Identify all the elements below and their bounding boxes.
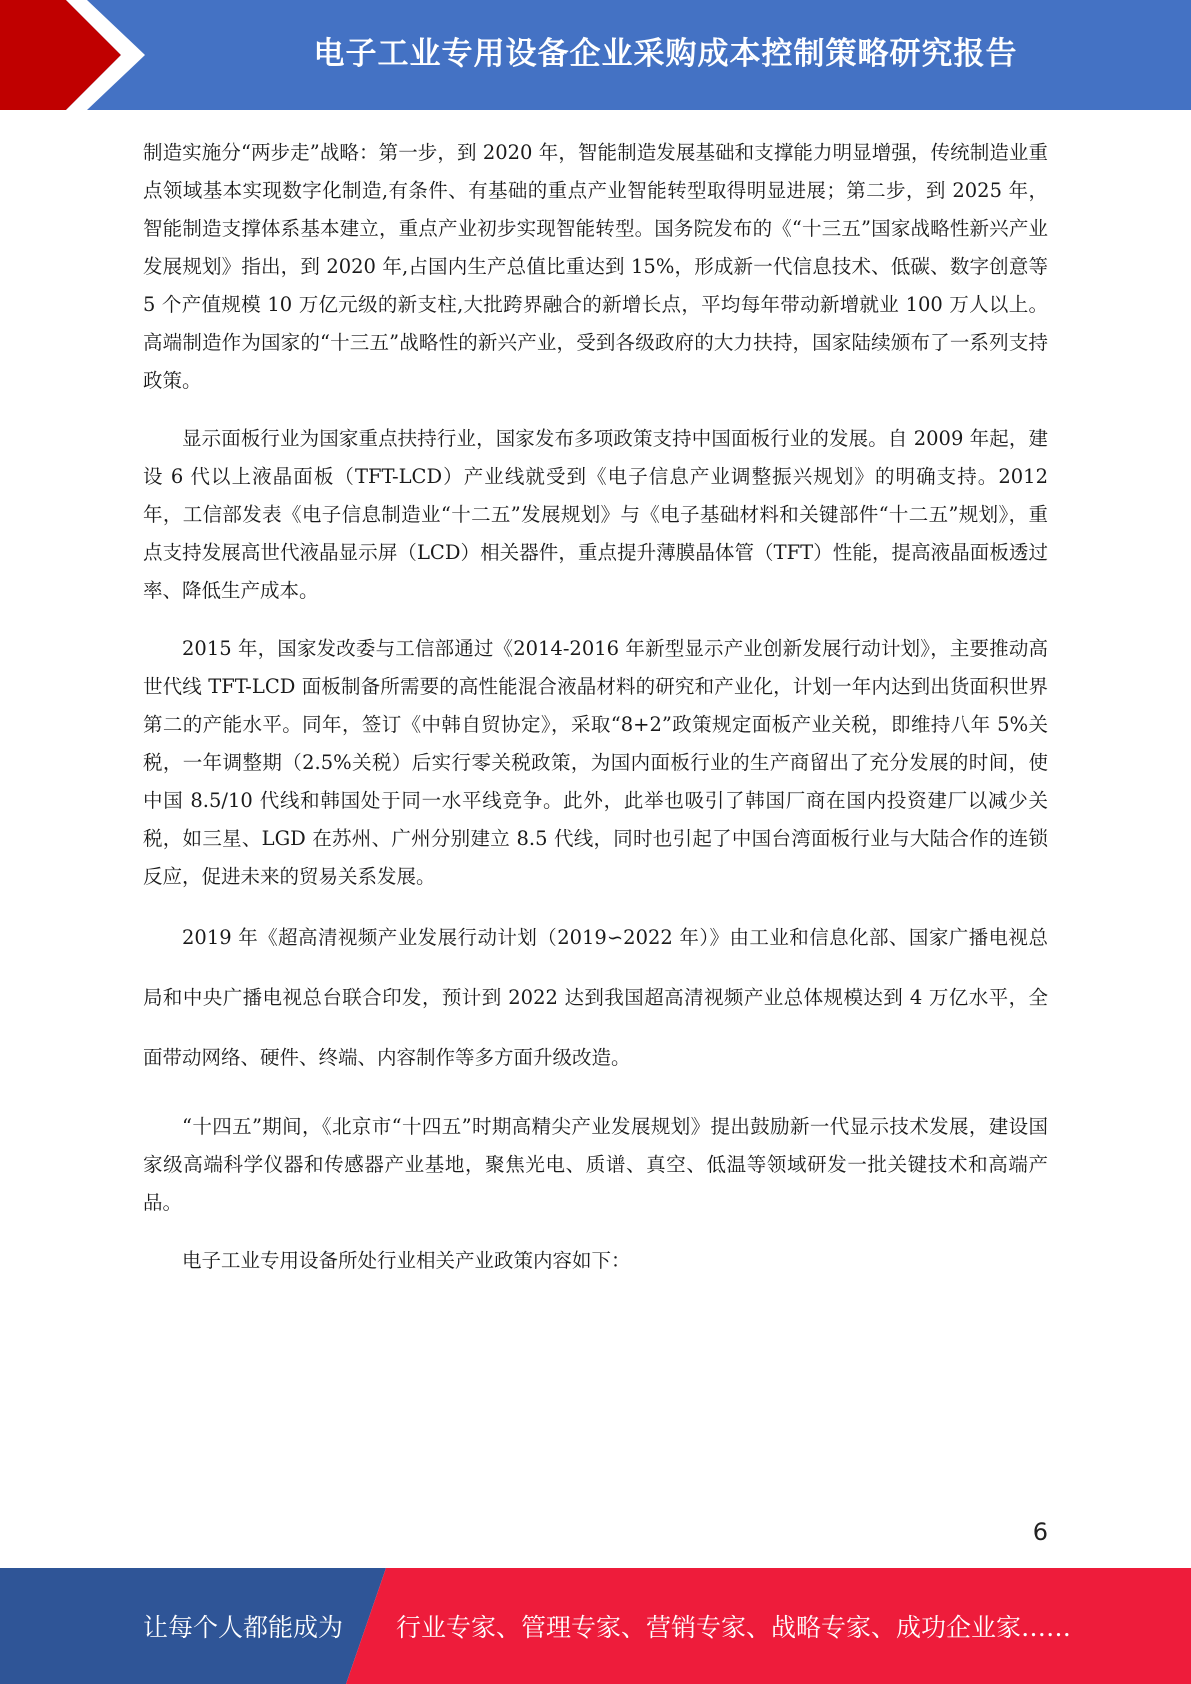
paragraph-1: 制造实施分“两步走”战略：第一步，到 2020 年，智能制造发展基础和支撑能力明显增强，传统制造业重点领域基本实现数字化制造,有条件、有基础的重点产业智能转型取得明显进展；第二步，到 2025 年，智能制造支撑体系基本建立，重点产业初步实现智能转型。国务院发布的《“十三五”国家战略性新兴产业发展规划》指出，到 2020 年,占国内生产总值比重达到 15%，形成新一代信息技术、低碳、数字创意等 5 个产值规模 10 万亿元级的新支柱,大批跨界融合的新增长点，平均每年带动新增就业 100 万人以上。高端制造作为国家的“十三五”战略性的新兴产业，受到各级政府的大力扶持，国家陆续颁布了一系列支持政策。 [143, 141, 1048, 392]
page-number: 6 [1032, 1518, 1048, 1546]
footer-slogan-left: 让每个人都能成为 [143, 1613, 344, 1642]
page-header [0, 0, 1191, 110]
paragraph-2: 显示面板行业为国家重点扶持行业，国家发布多项政策支持中国面板行业的发展。自 2009 年起，建设 6 代以上液晶面板（TFT-LCD）产业线就受到《电子信息产业调整振兴规划》的明确支持。2012 年，工信部发表《电子信息制造业“十二五”发展规划》与《电子基础材料和关键部件“十二五”规划》，重点支持发展高世代液晶显示屏（LCD）相关器件，重点提升薄膜晶体管（TFT）性能，提高液晶面板透过率、降低生产成本。 [143, 427, 1048, 602]
paragraph-3: 2015 年，国家发改委与工信部通过《2014-2016 年新型显示产业创新发展行动计划》，主要推动高世代线 TFT-LCD 面板制备所需要的高性能混合液晶材料的研究和产业化，计划一年内达到出货面积世界第二的产能水平。同年，签订《中韩自贸协定》，采取“8+2”政策规定面板产业关税，即维持八年 5%关税，一年调整期（2.5%关税）后实行零关税政策，为国内面板行业的生产商留出了充分发展的时间，使中国 8.5/10 代线和韩国处于同一水平线竞争。此外，此举也吸引了韩国厂商在国内投资建厂以减少关税，如三星、LGD 在苏州、广州分别建立 8.5 代线，同时也引起了中国台湾面板行业与大陆合作的连锁反应，促进未来的贸易关系发展。 [143, 637, 1048, 888]
document-body [143, 134, 1048, 1300]
header-arrow-icon [0, 0, 170, 110]
page-footer [0, 1568, 1191, 1684]
footer-slogan-right: 行业专家、管理专家、营销专家、战略专家、成功企业家…… [396, 1613, 1072, 1642]
report-title: 电子工业专用设备企业采购成本控制策略研究报告 [313, 35, 1018, 72]
paragraph-5: “十四五”期间，《北京市“十四五”时期高精尖产业发展规划》提出鼓励新一代显示技术发展，建设国家级高端科学仪器和传感器产业基地，聚焦光电、质谱、真空、低温等领域研发一批关键技术和高端产品。 [143, 1115, 1048, 1214]
paragraph-4: 2019 年《超高清视频产业发展行动计划（2019∽2022 年）》由工业和信息化部、国家广播电视总局和中央广播电视总台联合印发，预计到 2022 达到我国超高清视频产业总体规模达到 4 万亿水平，全面带动网络、硬件、终端、内容制作等多方面升级改造。 [143, 926, 1048, 1069]
paragraph-6: 电子工业专用设备所处行业相关产业政策内容如下： [182, 1249, 631, 1272]
